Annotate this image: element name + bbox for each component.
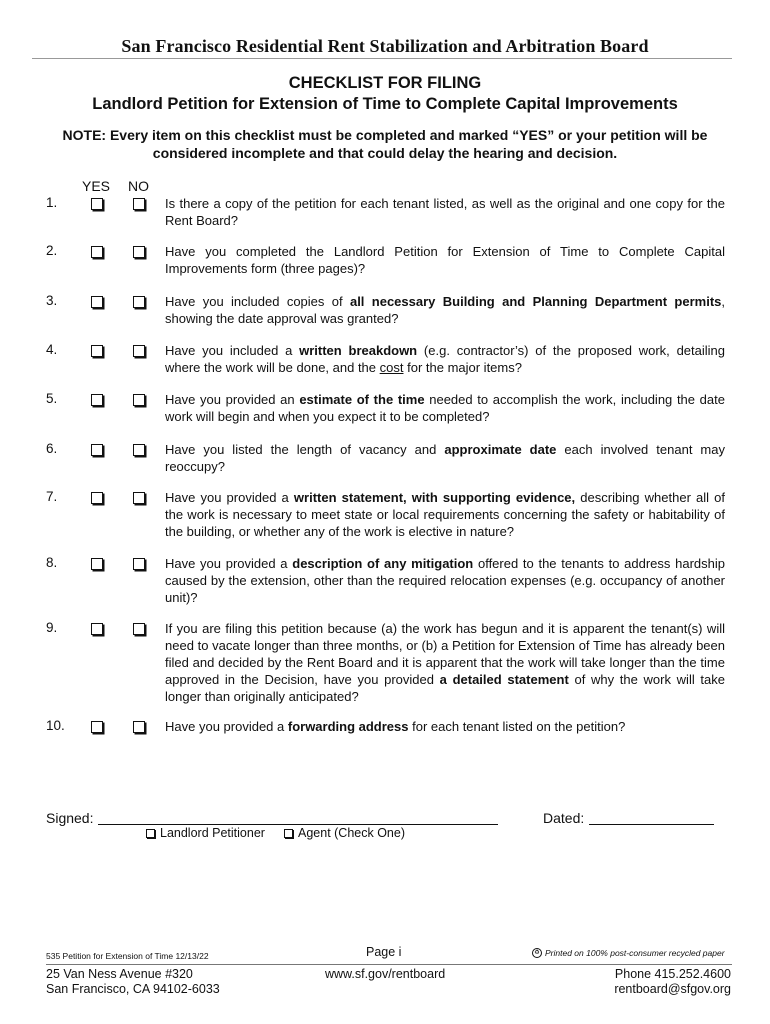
recycled-text: Printed on 100% post-consumer recycled paper	[545, 948, 725, 958]
question-emphasis: approximate date	[444, 442, 557, 457]
question-emphasis: written breakdown	[299, 343, 418, 358]
question-text: offered to the tenants to address hardship caused by the extension, other than the required relocation expenses (e.g. occupancy of another unit)?	[165, 556, 725, 605]
address-line1: 25 Van Ness Avenue #320	[46, 967, 193, 981]
agent-option[interactable]	[284, 826, 405, 840]
yes-checkbox[interactable]	[91, 721, 103, 733]
item-number: 4.	[46, 342, 58, 357]
question-text: for each tenant listed on the petition?	[408, 719, 626, 734]
item-question	[165, 555, 725, 606]
yes-checkbox[interactable]	[91, 444, 103, 456]
item-number: 9.	[46, 620, 58, 635]
no-checkbox[interactable]	[133, 558, 145, 570]
question-emphasis: forwarding address	[287, 719, 409, 734]
question-text: each involved tenant may reoccupy?	[165, 442, 725, 474]
no-checkbox[interactable]	[133, 394, 145, 406]
question-emphasis: description of any mitigation	[292, 556, 474, 571]
question-emphasis: estimate of the time	[299, 392, 425, 407]
question-emphasis: written statement, with supporting evidence,	[293, 490, 576, 505]
item-number: 7.	[46, 489, 58, 504]
question-text: Is there a copy of the petition for each tenant listed, as well as the original and one copy for the Rent Board?	[165, 196, 725, 228]
no-column-header: NO	[128, 178, 149, 194]
question-text: Have you provided a	[165, 490, 294, 505]
address-line2: San Francisco, CA 94102-6033	[46, 982, 220, 996]
item-number: 2.	[46, 243, 58, 258]
no-checkbox[interactable]	[133, 721, 145, 733]
question-text: Have you provided a	[165, 556, 293, 571]
question-text: Have you listed the length of vacancy and	[165, 442, 445, 457]
form-title	[0, 73, 770, 115]
agent-checkbox[interactable]	[284, 829, 293, 838]
question-text: Have you provided an	[165, 392, 300, 407]
footer-contact	[614, 967, 731, 997]
form-title-line2: Landlord Petition for Extension of Time to Complete Capital Improvements	[92, 95, 678, 113]
yes-checkbox[interactable]	[91, 296, 103, 308]
item-number: 6.	[46, 441, 58, 456]
item-number: 3.	[46, 293, 58, 308]
question-text: describing whether all of the work is necessary to meet state or local requirements concerning the safety or habitability of the building, or whether any of the work is elective in nature?	[165, 490, 725, 539]
question-emphasis: a detailed statement	[439, 672, 569, 687]
question-text: of why the work will take longer than originally anticipated?	[165, 672, 725, 704]
yes-column-header: YES	[82, 178, 111, 194]
item-question	[165, 441, 725, 475]
question-text: for the major items?	[403, 360, 522, 375]
recycled-note	[532, 948, 725, 958]
question-text: If you are filing this petition because (a) the work has begun and it is apparent the tenant(s) will need to vacate longer than three months, or (b) a Petition for Extension of Time has already been filed and decided by the Rent Board and it is apparent that the work will take longer than the time approved in the Decision, have you provided	[165, 621, 725, 687]
landlord-petitioner-option[interactable]	[146, 826, 265, 840]
item-question	[165, 489, 725, 540]
landlord-checkbox[interactable]	[146, 829, 155, 838]
form-title-line1: CHECKLIST FOR FILING	[288, 74, 482, 92]
question-emphasis: all necessary Building and Planning Department permits	[349, 294, 722, 309]
no-checkbox[interactable]	[133, 345, 145, 357]
item-number: 10.	[46, 718, 65, 733]
footer-divider	[46, 964, 732, 965]
question-text: (e.g. contractor’s) of the proposed work, detailing where the work will be done, and the	[165, 343, 726, 375]
yes-checkbox[interactable]	[91, 198, 103, 210]
no-checkbox[interactable]	[133, 296, 145, 308]
signed-label: Signed:	[46, 810, 94, 826]
item-question	[165, 195, 725, 229]
yes-checkbox[interactable]	[91, 394, 103, 406]
form-id: 535 Petition for Extension of Time 12/13/22	[46, 951, 209, 961]
item-number: 5.	[46, 391, 58, 406]
yes-checkbox[interactable]	[91, 558, 103, 570]
page-number: Page i	[366, 945, 402, 959]
no-checkbox[interactable]	[133, 623, 145, 635]
question-text: needed to accomplish the work, including the date work will begin and when you expect it to be completed?	[165, 392, 725, 424]
item-question	[165, 342, 725, 376]
no-checkbox[interactable]	[133, 444, 145, 456]
question-text: , showing the date approval was granted?	[165, 294, 726, 326]
item-question	[165, 243, 725, 277]
email[interactable]: rentboard@sfgov.org	[614, 982, 731, 996]
date-line[interactable]	[589, 824, 714, 825]
footer-address	[46, 967, 220, 997]
dated-label: Dated:	[543, 810, 585, 826]
note-text: NOTE: Every item on this checklist must be completed and marked “YES” or your petition will be considered incomplete and that could delay the hearing and decision.	[62, 127, 708, 161]
question-text: Have you provided a	[165, 719, 288, 734]
no-checkbox[interactable]	[133, 198, 145, 210]
phone: Phone 415.252.4600	[614, 967, 731, 981]
yes-checkbox[interactable]	[91, 345, 103, 357]
no-checkbox[interactable]	[133, 246, 145, 258]
question-text: Have you included a	[165, 343, 300, 358]
question-text: Have you included copies of	[165, 294, 350, 309]
footer-website[interactable]: www.sf.gov/rentboard	[325, 967, 446, 981]
item-number: 8.	[46, 555, 58, 570]
yes-checkbox[interactable]	[91, 623, 103, 635]
header-title: San Francisco Residential Rent Stabilization and Arbitration Board	[121, 36, 649, 56]
yes-checkbox[interactable]	[91, 492, 103, 504]
recycle-icon: ♻	[532, 948, 542, 958]
question-underline: cost	[379, 360, 404, 375]
item-question	[165, 293, 725, 327]
yes-checkbox[interactable]	[91, 246, 103, 258]
question-text: Have you completed the Landlord Petition for Extension of Time to Complete Capital Improvements form (three pages)?	[165, 244, 725, 276]
landlord-option-label: Landlord Petitioner	[160, 826, 265, 840]
header-divider	[32, 58, 732, 59]
no-checkbox[interactable]	[133, 492, 145, 504]
item-question	[165, 718, 725, 735]
agent-option-label: Agent (Check One)	[298, 826, 405, 840]
item-question	[165, 391, 725, 425]
signature-line[interactable]	[98, 824, 498, 825]
item-question	[165, 620, 725, 705]
item-number: 1.	[46, 195, 58, 210]
